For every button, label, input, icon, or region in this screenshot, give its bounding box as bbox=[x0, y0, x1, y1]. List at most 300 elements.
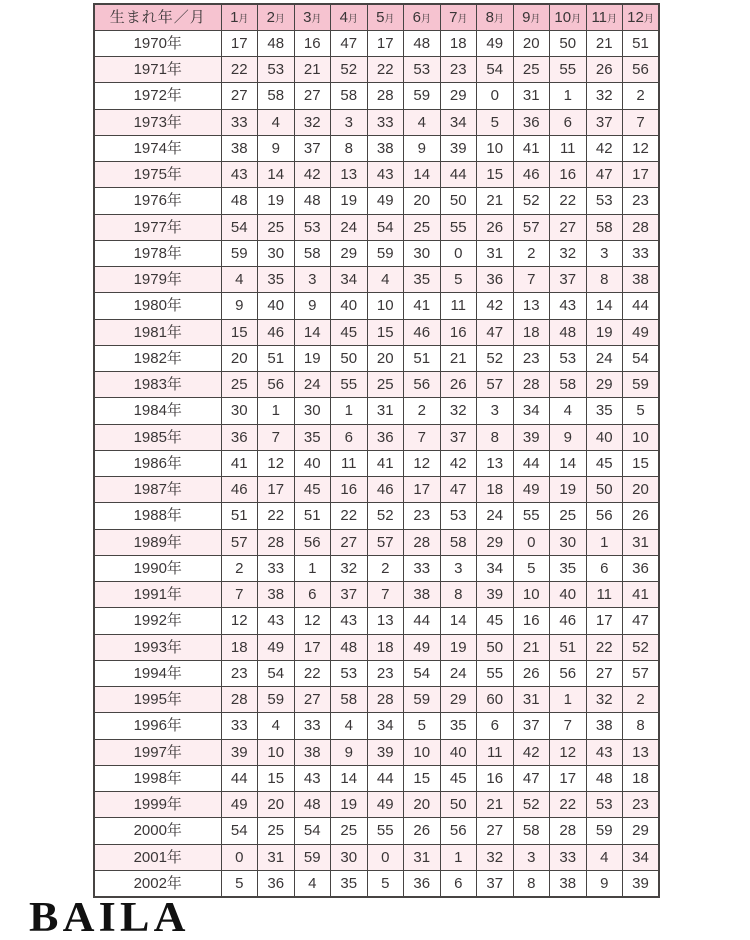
value-cell: 19 bbox=[586, 319, 623, 345]
value-cell: 27 bbox=[294, 687, 331, 713]
value-cell: 8 bbox=[623, 713, 660, 739]
value-cell: 5 bbox=[404, 713, 441, 739]
value-cell: 40 bbox=[294, 450, 331, 476]
year-cell: 1994年 bbox=[94, 660, 221, 686]
value-cell: 14 bbox=[440, 608, 477, 634]
value-cell: 10 bbox=[477, 135, 514, 161]
value-cell: 36 bbox=[367, 424, 404, 450]
month-number: 7 bbox=[449, 8, 458, 26]
value-cell: 44 bbox=[404, 608, 441, 634]
value-cell: 29 bbox=[440, 83, 477, 109]
value-cell: 36 bbox=[221, 424, 258, 450]
value-cell: 40 bbox=[550, 582, 587, 608]
value-cell: 53 bbox=[550, 345, 587, 371]
value-cell: 49 bbox=[258, 634, 295, 660]
value-cell: 20 bbox=[513, 30, 550, 56]
value-cell: 21 bbox=[477, 188, 514, 214]
value-cell: 16 bbox=[513, 608, 550, 634]
value-cell: 48 bbox=[258, 30, 295, 56]
value-cell: 10 bbox=[623, 424, 660, 450]
value-cell: 13 bbox=[513, 293, 550, 319]
value-cell: 49 bbox=[513, 477, 550, 503]
value-cell: 52 bbox=[623, 634, 660, 660]
value-cell: 26 bbox=[477, 214, 514, 240]
value-cell: 20 bbox=[258, 792, 295, 818]
value-cell: 31 bbox=[623, 529, 660, 555]
value-cell: 40 bbox=[331, 293, 368, 319]
value-cell: 4 bbox=[367, 267, 404, 293]
value-cell: 14 bbox=[331, 765, 368, 791]
year-cell: 1991年 bbox=[94, 582, 221, 608]
value-cell: 42 bbox=[513, 739, 550, 765]
value-cell: 4 bbox=[258, 109, 295, 135]
value-cell: 48 bbox=[404, 30, 441, 56]
value-cell: 21 bbox=[440, 345, 477, 371]
value-cell: 37 bbox=[331, 582, 368, 608]
table-row bbox=[94, 30, 659, 56]
value-cell: 51 bbox=[404, 345, 441, 371]
month-number: 10 bbox=[554, 8, 572, 26]
value-cell: 14 bbox=[404, 162, 441, 188]
value-cell: 22 bbox=[331, 503, 368, 529]
table-row bbox=[94, 450, 659, 476]
table-row bbox=[94, 870, 659, 896]
month-header-cell bbox=[513, 4, 550, 30]
value-cell: 59 bbox=[294, 844, 331, 870]
value-cell: 6 bbox=[294, 582, 331, 608]
value-cell: 49 bbox=[477, 30, 514, 56]
value-cell: 13 bbox=[623, 739, 660, 765]
value-cell: 58 bbox=[258, 83, 295, 109]
value-cell: 11 bbox=[331, 450, 368, 476]
value-cell: 35 bbox=[331, 870, 368, 896]
value-cell: 30 bbox=[258, 240, 295, 266]
value-cell: 17 bbox=[258, 477, 295, 503]
value-cell: 30 bbox=[331, 844, 368, 870]
year-cell: 1988年 bbox=[94, 503, 221, 529]
value-cell: 43 bbox=[294, 765, 331, 791]
value-cell: 1 bbox=[550, 687, 587, 713]
value-cell: 35 bbox=[294, 424, 331, 450]
value-cell: 25 bbox=[331, 818, 368, 844]
month-suffix: 月 bbox=[457, 13, 468, 25]
value-cell: 45 bbox=[294, 477, 331, 503]
table-row bbox=[94, 162, 659, 188]
value-cell: 19 bbox=[294, 345, 331, 371]
corner-header-cell: 生まれ年／月 bbox=[94, 4, 221, 30]
value-cell: 48 bbox=[221, 188, 258, 214]
value-cell: 2 bbox=[623, 687, 660, 713]
value-cell: 15 bbox=[477, 162, 514, 188]
value-cell: 16 bbox=[294, 30, 331, 56]
value-cell: 59 bbox=[367, 240, 404, 266]
value-cell: 15 bbox=[221, 319, 258, 345]
value-cell: 10 bbox=[404, 739, 441, 765]
value-cell: 49 bbox=[404, 634, 441, 660]
year-cell: 1971年 bbox=[94, 57, 221, 83]
value-cell: 1 bbox=[331, 398, 368, 424]
value-cell: 19 bbox=[331, 188, 368, 214]
value-cell: 21 bbox=[513, 634, 550, 660]
value-cell: 38 bbox=[221, 135, 258, 161]
value-cell: 0 bbox=[513, 529, 550, 555]
table-row bbox=[94, 765, 659, 791]
month-header-cell bbox=[623, 4, 660, 30]
value-cell: 19 bbox=[331, 792, 368, 818]
value-cell: 34 bbox=[623, 844, 660, 870]
value-cell: 57 bbox=[477, 372, 514, 398]
year-cell: 1979年 bbox=[94, 267, 221, 293]
month-number: 8 bbox=[485, 8, 494, 26]
value-cell: 7 bbox=[513, 267, 550, 293]
value-cell: 38 bbox=[367, 135, 404, 161]
table-row bbox=[94, 687, 659, 713]
value-cell: 24 bbox=[440, 660, 477, 686]
month-suffix: 月 bbox=[274, 13, 285, 25]
value-cell: 23 bbox=[404, 503, 441, 529]
value-cell: 32 bbox=[440, 398, 477, 424]
value-cell: 55 bbox=[331, 372, 368, 398]
value-cell: 9 bbox=[586, 870, 623, 896]
value-cell: 7 bbox=[221, 582, 258, 608]
value-cell: 6 bbox=[331, 424, 368, 450]
value-cell: 54 bbox=[258, 660, 295, 686]
value-cell: 50 bbox=[550, 30, 587, 56]
value-cell: 30 bbox=[221, 398, 258, 424]
value-cell: 17 bbox=[294, 634, 331, 660]
month-header-cell bbox=[586, 4, 623, 30]
value-cell: 55 bbox=[550, 57, 587, 83]
value-cell: 33 bbox=[294, 713, 331, 739]
table-row bbox=[94, 634, 659, 660]
value-cell: 5 bbox=[477, 109, 514, 135]
value-cell: 46 bbox=[221, 477, 258, 503]
value-cell: 32 bbox=[294, 109, 331, 135]
value-cell: 46 bbox=[367, 477, 404, 503]
table-row bbox=[94, 372, 659, 398]
table-row bbox=[94, 398, 659, 424]
year-cell: 1973年 bbox=[94, 109, 221, 135]
table-row bbox=[94, 83, 659, 109]
value-cell: 53 bbox=[586, 188, 623, 214]
value-cell: 13 bbox=[331, 162, 368, 188]
value-cell: 42 bbox=[294, 162, 331, 188]
value-cell: 43 bbox=[586, 739, 623, 765]
month-number: 11 bbox=[591, 8, 608, 26]
value-cell: 19 bbox=[440, 634, 477, 660]
value-cell: 43 bbox=[550, 293, 587, 319]
value-cell: 53 bbox=[404, 57, 441, 83]
value-cell: 39 bbox=[623, 870, 660, 896]
value-cell: 11 bbox=[440, 293, 477, 319]
table-row bbox=[94, 57, 659, 83]
value-cell: 58 bbox=[586, 214, 623, 240]
value-cell: 51 bbox=[294, 503, 331, 529]
value-cell: 0 bbox=[477, 83, 514, 109]
value-cell: 21 bbox=[586, 30, 623, 56]
value-cell: 9 bbox=[550, 424, 587, 450]
value-cell: 51 bbox=[258, 345, 295, 371]
value-cell: 26 bbox=[586, 57, 623, 83]
value-cell: 54 bbox=[221, 214, 258, 240]
value-cell: 58 bbox=[440, 529, 477, 555]
value-cell: 57 bbox=[367, 529, 404, 555]
value-cell: 34 bbox=[440, 109, 477, 135]
value-cell: 39 bbox=[440, 135, 477, 161]
value-cell: 2 bbox=[513, 240, 550, 266]
value-cell: 5 bbox=[367, 870, 404, 896]
value-cell: 11 bbox=[550, 135, 587, 161]
year-cell: 1998年 bbox=[94, 765, 221, 791]
value-cell: 26 bbox=[404, 818, 441, 844]
value-cell: 31 bbox=[404, 844, 441, 870]
month-suffix: 月 bbox=[571, 13, 582, 25]
value-cell: 25 bbox=[513, 57, 550, 83]
value-cell: 33 bbox=[550, 844, 587, 870]
value-cell: 30 bbox=[294, 398, 331, 424]
value-cell: 32 bbox=[550, 240, 587, 266]
value-cell: 1 bbox=[586, 529, 623, 555]
value-cell: 35 bbox=[550, 555, 587, 581]
value-cell: 29 bbox=[331, 240, 368, 266]
value-cell: 25 bbox=[404, 214, 441, 240]
value-cell: 39 bbox=[367, 739, 404, 765]
value-cell: 11 bbox=[477, 739, 514, 765]
value-cell: 36 bbox=[477, 267, 514, 293]
table-row bbox=[94, 503, 659, 529]
value-cell: 4 bbox=[550, 398, 587, 424]
value-cell: 56 bbox=[440, 818, 477, 844]
value-cell: 44 bbox=[440, 162, 477, 188]
value-cell: 40 bbox=[586, 424, 623, 450]
value-cell: 1 bbox=[294, 555, 331, 581]
year-cell: 1972年 bbox=[94, 83, 221, 109]
month-header-cell bbox=[440, 4, 477, 30]
value-cell: 38 bbox=[258, 582, 295, 608]
value-cell: 31 bbox=[258, 844, 295, 870]
month-suffix: 月 bbox=[347, 13, 358, 25]
value-cell: 16 bbox=[477, 765, 514, 791]
value-cell: 2 bbox=[623, 83, 660, 109]
table-row bbox=[94, 739, 659, 765]
value-cell: 47 bbox=[477, 319, 514, 345]
value-cell: 7 bbox=[367, 582, 404, 608]
value-cell: 17 bbox=[550, 765, 587, 791]
month-header-cell bbox=[258, 4, 295, 30]
value-cell: 36 bbox=[513, 109, 550, 135]
value-cell: 59 bbox=[404, 687, 441, 713]
year-cell: 1981年 bbox=[94, 319, 221, 345]
value-cell: 43 bbox=[221, 162, 258, 188]
value-cell: 8 bbox=[477, 424, 514, 450]
table-row bbox=[94, 345, 659, 371]
table-body bbox=[94, 30, 659, 896]
value-cell: 0 bbox=[440, 240, 477, 266]
value-cell: 10 bbox=[367, 293, 404, 319]
value-cell: 46 bbox=[258, 319, 295, 345]
value-cell: 23 bbox=[623, 188, 660, 214]
value-cell: 59 bbox=[258, 687, 295, 713]
value-cell: 19 bbox=[258, 188, 295, 214]
year-cell: 1985年 bbox=[94, 424, 221, 450]
value-cell: 40 bbox=[258, 293, 295, 319]
value-cell: 3 bbox=[477, 398, 514, 424]
value-cell: 21 bbox=[477, 792, 514, 818]
value-cell: 22 bbox=[221, 57, 258, 83]
month-number: 5 bbox=[376, 8, 385, 26]
value-cell: 58 bbox=[331, 83, 368, 109]
table-row bbox=[94, 818, 659, 844]
month-header-cell bbox=[550, 4, 587, 30]
value-cell: 39 bbox=[513, 424, 550, 450]
value-cell: 17 bbox=[404, 477, 441, 503]
value-cell: 6 bbox=[440, 870, 477, 896]
value-cell: 11 bbox=[586, 582, 623, 608]
month-number: 9 bbox=[522, 8, 531, 26]
value-cell: 12 bbox=[623, 135, 660, 161]
value-cell: 15 bbox=[367, 319, 404, 345]
value-cell: 57 bbox=[221, 529, 258, 555]
table-row bbox=[94, 188, 659, 214]
value-cell: 1 bbox=[440, 844, 477, 870]
value-cell: 17 bbox=[586, 608, 623, 634]
value-cell: 5 bbox=[623, 398, 660, 424]
value-cell: 27 bbox=[550, 214, 587, 240]
year-cell: 1978年 bbox=[94, 240, 221, 266]
value-cell: 3 bbox=[440, 555, 477, 581]
value-cell: 45 bbox=[331, 319, 368, 345]
value-cell: 5 bbox=[513, 555, 550, 581]
value-cell: 37 bbox=[513, 713, 550, 739]
value-cell: 52 bbox=[513, 188, 550, 214]
value-cell: 3 bbox=[586, 240, 623, 266]
value-cell: 47 bbox=[586, 162, 623, 188]
value-cell: 27 bbox=[221, 83, 258, 109]
value-cell: 48 bbox=[294, 792, 331, 818]
value-cell: 12 bbox=[550, 739, 587, 765]
value-cell: 6 bbox=[550, 109, 587, 135]
value-cell: 31 bbox=[513, 687, 550, 713]
value-cell: 8 bbox=[331, 135, 368, 161]
value-cell: 58 bbox=[550, 372, 587, 398]
value-cell: 46 bbox=[513, 162, 550, 188]
value-cell: 22 bbox=[550, 792, 587, 818]
value-cell: 18 bbox=[513, 319, 550, 345]
value-cell: 20 bbox=[404, 188, 441, 214]
value-cell: 59 bbox=[404, 83, 441, 109]
value-cell: 47 bbox=[440, 477, 477, 503]
birth-year-month-table bbox=[93, 3, 660, 898]
year-cell: 1999年 bbox=[94, 792, 221, 818]
value-cell: 39 bbox=[477, 582, 514, 608]
value-cell: 48 bbox=[294, 188, 331, 214]
month-header-cell bbox=[367, 4, 404, 30]
value-cell: 30 bbox=[404, 240, 441, 266]
month-number: 6 bbox=[412, 8, 421, 26]
month-number: 12 bbox=[627, 8, 644, 26]
value-cell: 46 bbox=[404, 319, 441, 345]
value-cell: 41 bbox=[513, 135, 550, 161]
value-cell: 20 bbox=[404, 792, 441, 818]
value-cell: 7 bbox=[404, 424, 441, 450]
value-cell: 12 bbox=[404, 450, 441, 476]
value-cell: 51 bbox=[623, 30, 660, 56]
value-cell: 25 bbox=[367, 372, 404, 398]
value-cell: 13 bbox=[477, 450, 514, 476]
value-cell: 28 bbox=[623, 214, 660, 240]
value-cell: 54 bbox=[404, 660, 441, 686]
value-cell: 24 bbox=[477, 503, 514, 529]
value-cell: 52 bbox=[331, 57, 368, 83]
value-cell: 54 bbox=[221, 818, 258, 844]
value-cell: 56 bbox=[294, 529, 331, 555]
month-header-cell bbox=[294, 4, 331, 30]
value-cell: 34 bbox=[331, 267, 368, 293]
month-suffix: 月 bbox=[493, 13, 504, 25]
year-cell: 1989年 bbox=[94, 529, 221, 555]
value-cell: 43 bbox=[331, 608, 368, 634]
value-cell: 32 bbox=[331, 555, 368, 581]
value-cell: 24 bbox=[586, 345, 623, 371]
table-row bbox=[94, 608, 659, 634]
value-cell: 43 bbox=[367, 162, 404, 188]
value-cell: 3 bbox=[513, 844, 550, 870]
month-header-cell bbox=[404, 4, 441, 30]
value-cell: 18 bbox=[623, 765, 660, 791]
table-row bbox=[94, 240, 659, 266]
value-cell: 4 bbox=[294, 870, 331, 896]
value-cell: 35 bbox=[258, 267, 295, 293]
value-cell: 42 bbox=[440, 450, 477, 476]
value-cell: 12 bbox=[294, 608, 331, 634]
value-cell: 29 bbox=[440, 687, 477, 713]
value-cell: 22 bbox=[294, 660, 331, 686]
value-cell: 41 bbox=[623, 582, 660, 608]
year-cell: 1986年 bbox=[94, 450, 221, 476]
value-cell: 45 bbox=[440, 765, 477, 791]
value-cell: 37 bbox=[440, 424, 477, 450]
value-cell: 56 bbox=[586, 503, 623, 529]
value-cell: 42 bbox=[586, 135, 623, 161]
value-cell: 34 bbox=[513, 398, 550, 424]
value-cell: 47 bbox=[513, 765, 550, 791]
value-cell: 25 bbox=[258, 818, 295, 844]
table-row bbox=[94, 792, 659, 818]
value-cell: 33 bbox=[221, 713, 258, 739]
value-cell: 24 bbox=[294, 372, 331, 398]
value-cell: 26 bbox=[440, 372, 477, 398]
value-cell: 20 bbox=[623, 477, 660, 503]
value-cell: 28 bbox=[367, 83, 404, 109]
value-cell: 53 bbox=[586, 792, 623, 818]
value-cell: 57 bbox=[513, 214, 550, 240]
value-cell: 4 bbox=[258, 713, 295, 739]
value-cell: 28 bbox=[367, 687, 404, 713]
value-cell: 14 bbox=[294, 319, 331, 345]
value-cell: 46 bbox=[550, 608, 587, 634]
value-cell: 55 bbox=[367, 818, 404, 844]
value-cell: 26 bbox=[513, 660, 550, 686]
year-cell: 1970年 bbox=[94, 30, 221, 56]
table-row bbox=[94, 135, 659, 161]
value-cell: 56 bbox=[550, 660, 587, 686]
value-cell: 59 bbox=[586, 818, 623, 844]
value-cell: 33 bbox=[623, 240, 660, 266]
value-cell: 32 bbox=[477, 844, 514, 870]
value-cell: 12 bbox=[258, 450, 295, 476]
value-cell: 16 bbox=[550, 162, 587, 188]
value-cell: 18 bbox=[440, 30, 477, 56]
